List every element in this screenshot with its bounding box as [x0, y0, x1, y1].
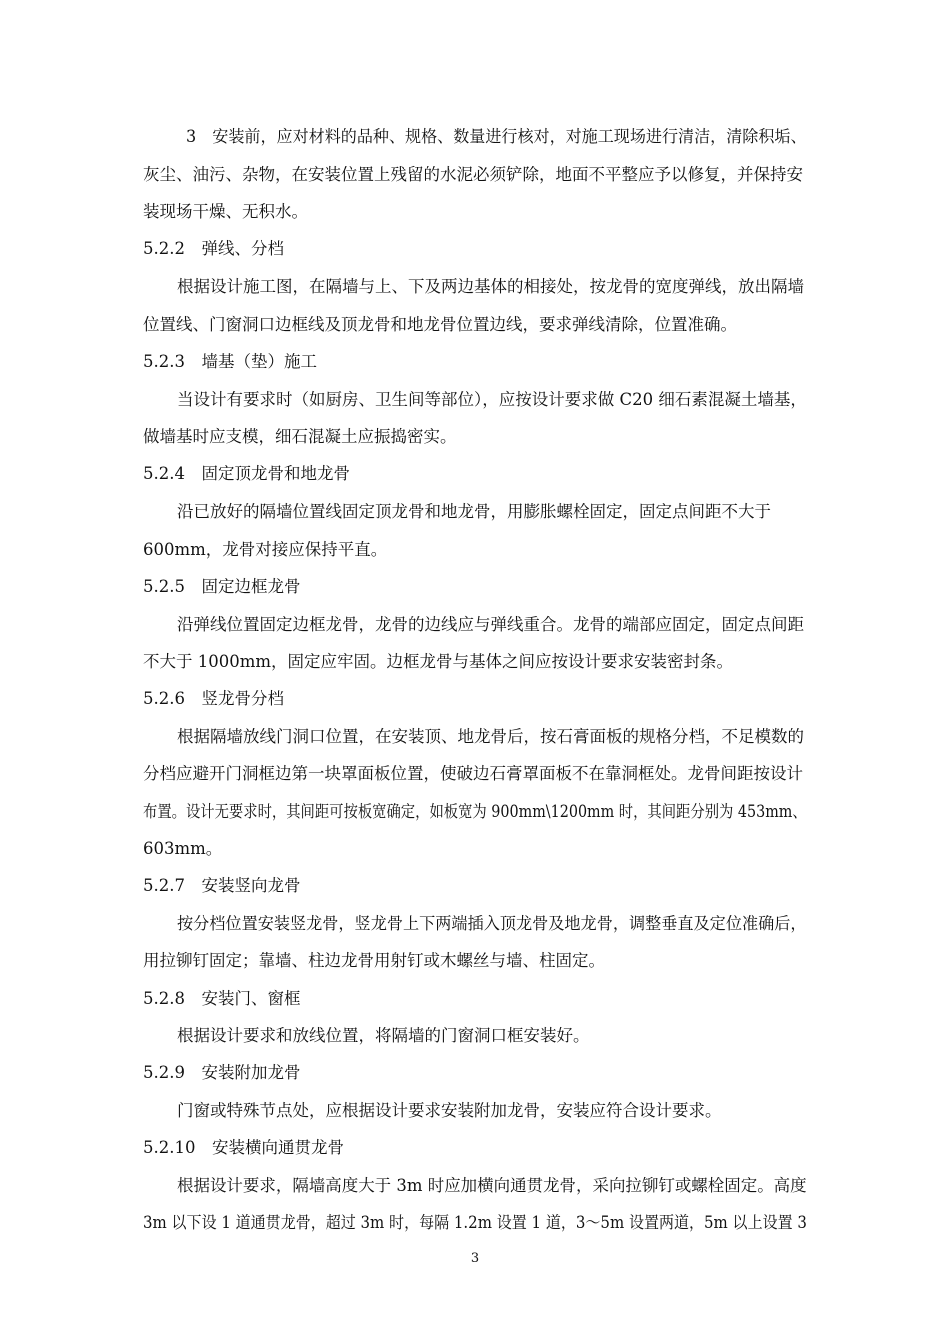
para-line: 装现场干燥、无积水。	[143, 202, 308, 221]
para-line: 603mm。	[143, 839, 223, 858]
para-line: 沿弹线位置固定边框龙骨，龙骨的边线应与弹线重合。龙骨的端部应固定，固定点间距	[177, 615, 804, 634]
section-heading-5-2-8: 5.2.8 安装门、窗框	[143, 989, 301, 1008]
section-heading-5-2-10: 5.2.10 安装横向通贯龙骨	[143, 1138, 344, 1157]
section-heading-5-2-4: 5.2.4 固定顶龙骨和地龙骨	[143, 464, 350, 483]
page-number: 3	[470, 1251, 480, 1266]
section-heading-5-2-9: 5.2.9 安装附加龙骨	[143, 1063, 301, 1082]
section-heading-5-2-3: 5.2.3 墙基（垫）施工	[143, 352, 317, 371]
para-line: 分档应避开门洞框边第一块罩面板位置，使破边石膏罩面板不在靠洞框处。龙骨间距按设计	[143, 764, 803, 783]
para-line: 根据设计要求和放线位置，将隔墙的门窗洞口框安装好。	[177, 1026, 590, 1045]
section-heading-5-2-2: 5.2.2 弹线、分档	[143, 239, 284, 258]
section-heading-5-2-7: 5.2.7 安装竖向龙骨	[143, 876, 301, 895]
section-heading-5-2-6: 5.2.6 竖龙骨分档	[143, 689, 284, 708]
para-line: 不大于 1000mm，固定应牢固。边框龙骨与基体之间应按设计要求安装密封条。	[143, 652, 734, 671]
para-line: 根据设计施工图，在隔墙与上、下及两边基体的相接处，按龙骨的宽度弹线，放出隔墙	[177, 277, 804, 296]
para-line: 布置。设计无要求时，其间距可按板宽确定，如板宽为 900mm\1200mm 时，其间距分别为 453mm、	[143, 802, 807, 821]
para-line: 根据隔墙放线门洞口位置，在安装顶、地龙骨后，按石膏面板的规格分档，不足模数的	[177, 727, 804, 746]
para-line: 3 安装前，应对材料的品种、规格、数量进行核对，对施工现场进行清洁，清除积垢、	[186, 127, 807, 146]
para-line: 3m 以下设 1 道通贯龙骨，超过 3m 时，每隔 1.2m 设置 1 道，3～5m 设置两道，5m 以上设置 3	[143, 1213, 807, 1232]
para-line: 根据设计要求，隔墙高度大于 3m 时应加横向通贯龙骨，采向拉铆钉或螺栓固定。高度	[177, 1176, 807, 1195]
para-line: 按分档位置安装竖龙骨，竖龙骨上下两端插入顶龙骨及地龙骨，调整垂直及定位准确后，	[177, 914, 807, 933]
para-line: 灰尘、油污、杂物，在安装位置上残留的水泥必须铲除，地面不平整应予以修复，并保持安	[143, 165, 803, 184]
section-heading-5-2-5: 5.2.5 固定边框龙骨	[143, 577, 301, 596]
para-line: 600mm，龙骨对接应保持平直。	[143, 540, 388, 559]
para-line: 当设计有要求时（如厨房、卫生间等部位），应按设计要求做 C20 细石素混凝土墙基，	[177, 390, 807, 409]
para-line: 用拉铆钉固定；靠墙、柱边龙骨用射钉或木螺丝与墙、柱固定。	[143, 951, 605, 970]
para-line: 做墙基时应支模，细石混凝土应振捣密实。	[143, 427, 457, 446]
para-line: 沿已放好的隔墙位置线固定顶龙骨和地龙骨，用膨胀螺栓固定，固定点间距不大于	[177, 502, 771, 521]
para-line: 位置线、门窗洞口边框线及顶龙骨和地龙骨位置边线，要求弹线清除，位置准确。	[143, 315, 737, 334]
para-line: 门窗或特殊节点处，应根据设计要求安装附加龙骨，安装应符合设计要求。	[177, 1101, 722, 1120]
